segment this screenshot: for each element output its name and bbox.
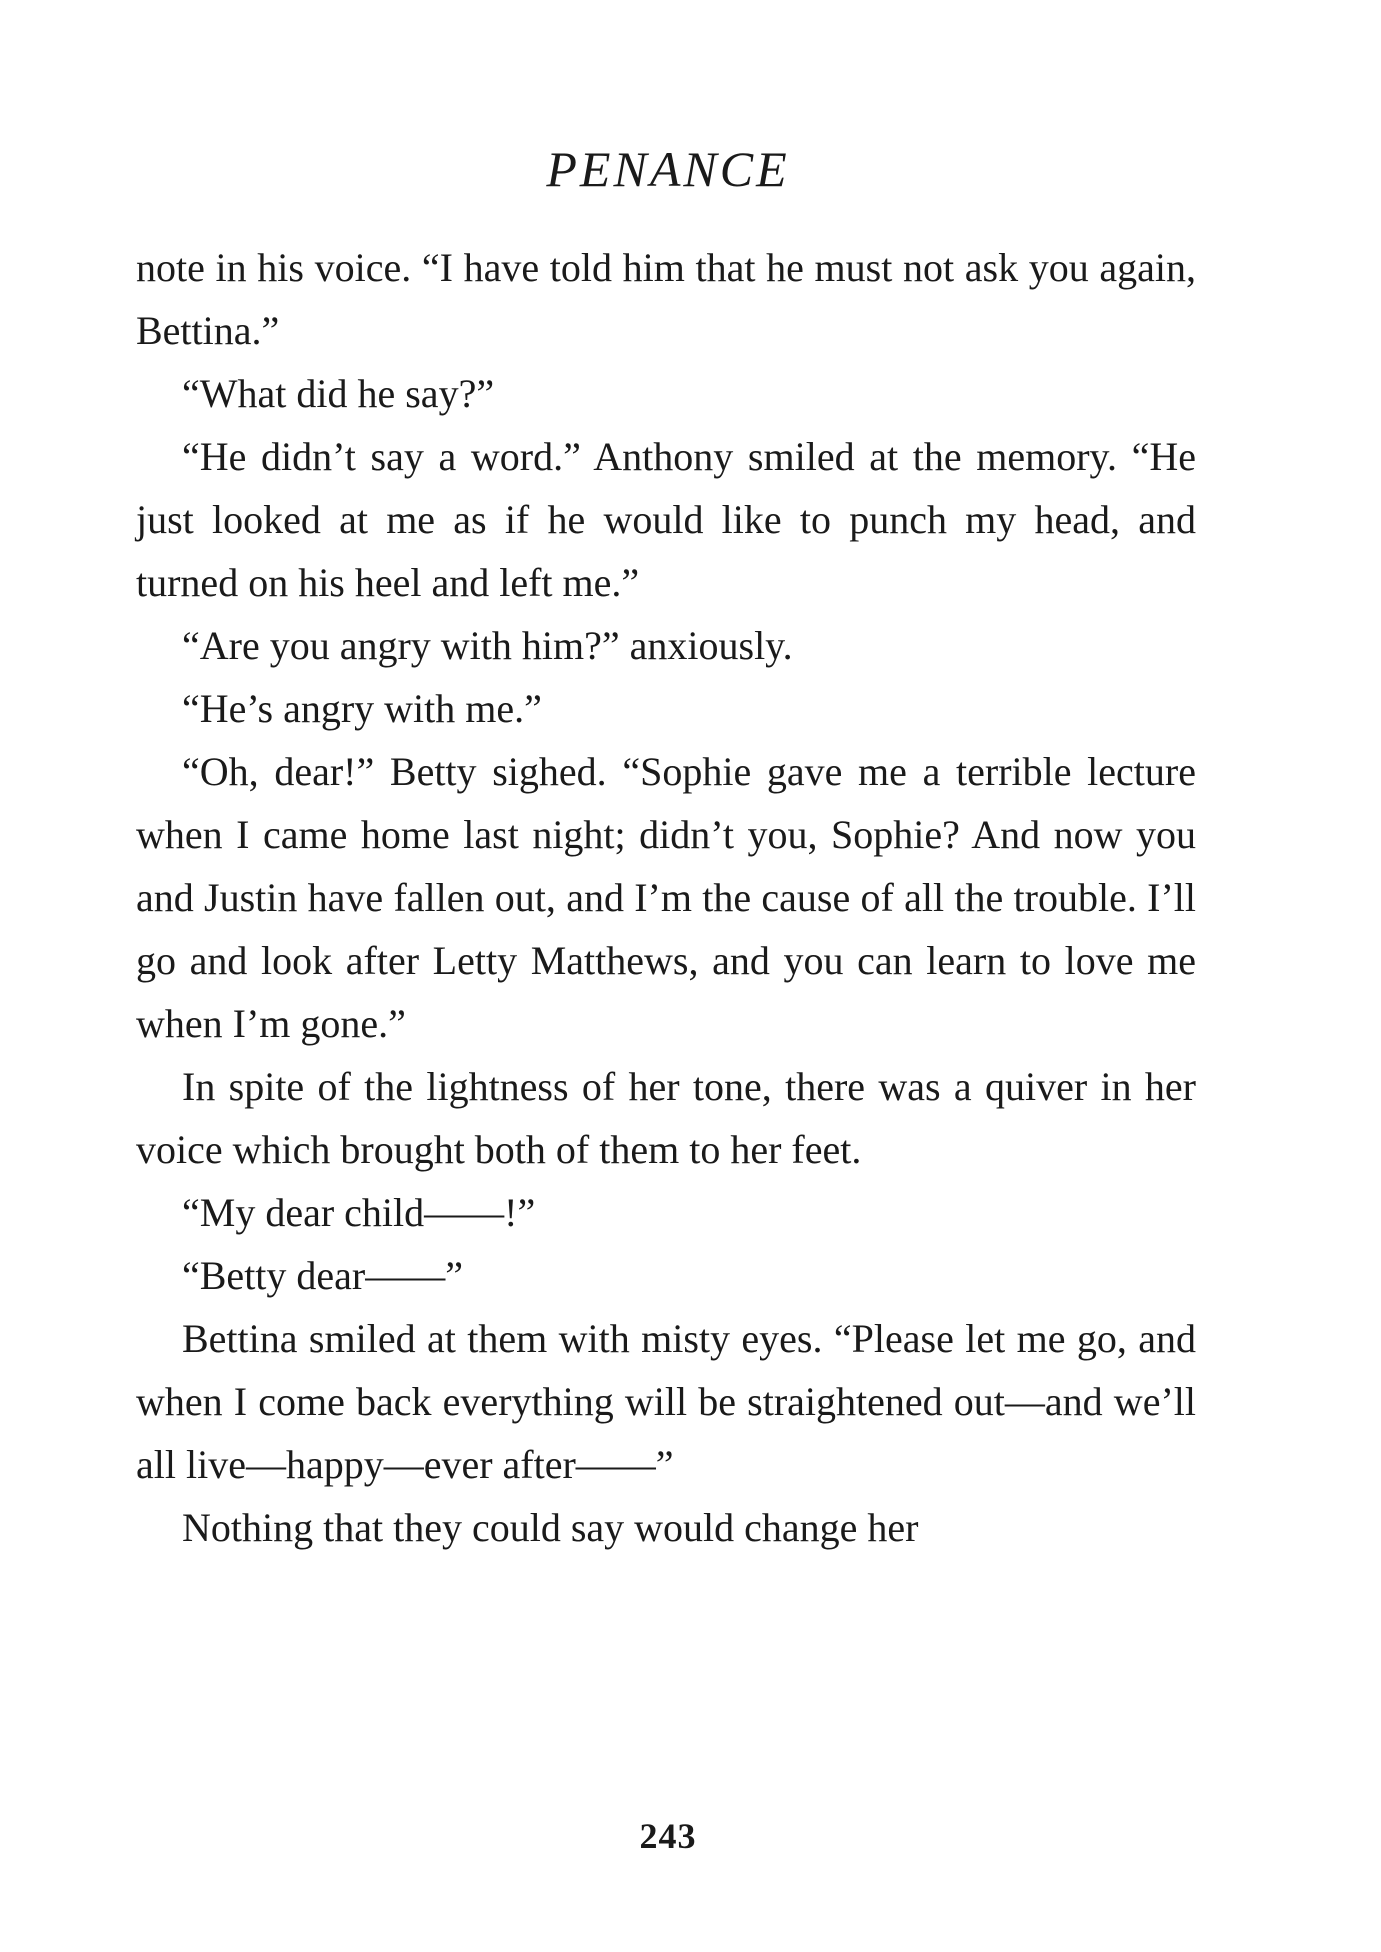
body-text [136,236,1196,1559]
paragraph: In spite of the lightness of her tone, there was a quiver in her voice which brought both of them to her feet. [136,1064,1196,1172]
paragraph: Nothing that they could say would change her [182,1505,919,1550]
page-number: 243 [639,1816,697,1856]
paragraph: “Are you angry with him?” anxiously. [182,623,793,668]
paragraph: Bettina smiled at them with misty eyes. “Please let me go, and when I come back everything will be straightened out—and we’ll all live—happy—ever after——” [136,1316,1196,1487]
paragraph: “What did he say?” [182,371,495,416]
paragraph: note in his voice. “I have told him that he must not ask you again, Bettina.” [136,245,1196,353]
running-head: PENANCE [546,141,790,197]
paragraph: “Betty dear——” [182,1253,463,1298]
paragraph: “My dear child——!” [182,1190,536,1235]
paragraph: “Oh, dear!” Betty sighed. “Sophie gave me a terrible lecture when I came home last night; didn’t you, Sophie? And now you and Justin have fallen out, and I’m the cause of all the trouble. I’ll go and look after Letty Matthews, and you can learn to love me when I’m gone.” [136,749,1196,1046]
paragraph: “He didn’t say a word.” Anthony smiled at the memory. “He just looked at me as if he would like to punch my head, and turned on his heel and left me.” [136,434,1196,605]
paragraph: “He’s angry with me.” [182,686,542,731]
